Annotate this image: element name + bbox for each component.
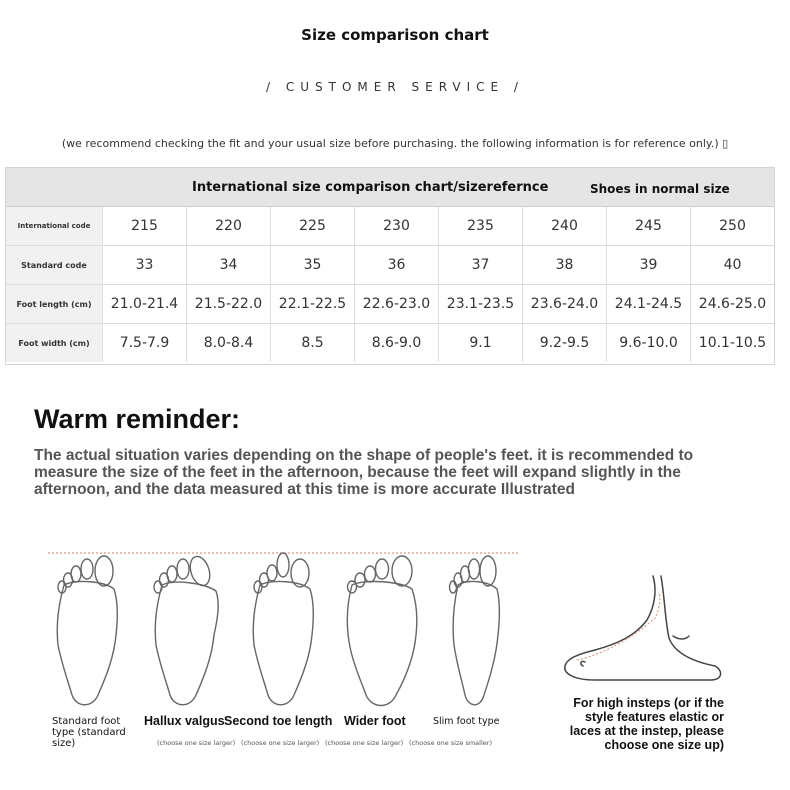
instep-guide-line <box>577 592 660 660</box>
page-title: Size comparison chart <box>301 26 489 44</box>
hallux-valgus-caption: Hallux valgus <box>144 714 225 728</box>
standard-foot-icon <box>57 556 117 705</box>
table-cell: 240 <box>522 207 606 245</box>
table-cell: 24.6-25.0 <box>690 285 774 323</box>
table-row <box>6 324 774 362</box>
table-cell: 230 <box>354 207 438 245</box>
size-advice: (choose one size larger) <box>241 739 320 747</box>
table-cell: 21.5-22.0 <box>186 285 270 323</box>
high-instep-illustration <box>555 570 730 685</box>
reference-note: (we recommend checking the fit and your usual size before purchasing. the following information is for reference only.) ▯ <box>61 137 729 150</box>
table-cell: 10.1-10.5 <box>690 324 774 362</box>
table-header-subtitle: Shoes in normal size <box>590 182 730 196</box>
table-cell: 23.6-24.0 <box>522 285 606 323</box>
table-cell: 34 <box>186 246 270 284</box>
table-cell: 215 <box>102 207 186 245</box>
table-cell: 24.1-24.5 <box>606 285 690 323</box>
customer-service-banner: / CUSTOMER SERVICE / <box>266 80 524 94</box>
table-header <box>6 168 774 207</box>
slim-foot-icon <box>450 556 500 705</box>
foot-types-illustration <box>40 545 520 710</box>
warm-reminder-title: Warm reminder: <box>34 404 241 434</box>
standard-foot-caption: Standard foot type (standard size) <box>52 716 126 749</box>
table-cell: 21.0-21.4 <box>102 285 186 323</box>
warm-reminder-body: The actual situation varies depending on the shape of people's feet. it is recommended to measure the size of the feet in the afternoon, because the feet will expand slightly in the afternoon, and the data measured at this time is more accurate Illustrated <box>34 447 694 498</box>
table-cell: 23.1-23.5 <box>438 285 522 323</box>
row-label: Foot width (cm) <box>6 324 102 362</box>
table-cell: 225 <box>270 207 354 245</box>
wider-foot-icon <box>347 556 417 706</box>
table-cell: 37 <box>438 246 522 284</box>
table-cell: 36 <box>354 246 438 284</box>
size-advice: (choose one size larger) <box>157 739 236 747</box>
table-cell: 9.1 <box>438 324 522 362</box>
size-advice: (choose one size smaller) <box>409 739 492 747</box>
size-advice: (choose one size larger) <box>325 739 404 747</box>
table-cell: 8.0-8.4 <box>186 324 270 362</box>
size-comparison-table <box>5 167 775 365</box>
slim-foot-caption: Slim foot type <box>433 716 500 727</box>
table-row <box>6 207 774 246</box>
table-cell: 40 <box>690 246 774 284</box>
table-row <box>6 285 774 324</box>
second-toe-foot-icon <box>253 553 313 705</box>
row-label: International code <box>6 207 102 245</box>
table-cell: 38 <box>522 246 606 284</box>
ankle-bone <box>673 636 689 639</box>
table-cell: 22.6-23.0 <box>354 285 438 323</box>
table-cell: 8.6-9.0 <box>354 324 438 362</box>
table-row <box>6 246 774 285</box>
table-cell: 9.6-10.0 <box>606 324 690 362</box>
table-header-title: International size comparison chart/sizerefernce <box>192 180 549 195</box>
table-cell: 33 <box>102 246 186 284</box>
high-instep-note: For high insteps (or if the style features elastic or laces at the instep, please choose one size up) <box>569 696 724 752</box>
table-cell: 39 <box>606 246 690 284</box>
table-cell: 35 <box>270 246 354 284</box>
second-toe-caption: Second toe length <box>224 714 333 728</box>
table-cell: 220 <box>186 207 270 245</box>
row-label: Standard code <box>6 246 102 284</box>
table-cell: 9.2-9.5 <box>522 324 606 362</box>
wider-foot-caption: Wider foot <box>344 714 406 728</box>
table-cell: 7.5-7.9 <box>102 324 186 362</box>
hallux-valgus-foot-icon <box>154 554 218 705</box>
table-cell: 22.1-22.5 <box>270 285 354 323</box>
table-cell: 250 <box>690 207 774 245</box>
row-label: Foot length (cm) <box>6 285 102 323</box>
table-cell: 235 <box>438 207 522 245</box>
table-cell: 245 <box>606 207 690 245</box>
toe-nail <box>581 661 585 666</box>
table-cell: 8.5 <box>270 324 354 362</box>
